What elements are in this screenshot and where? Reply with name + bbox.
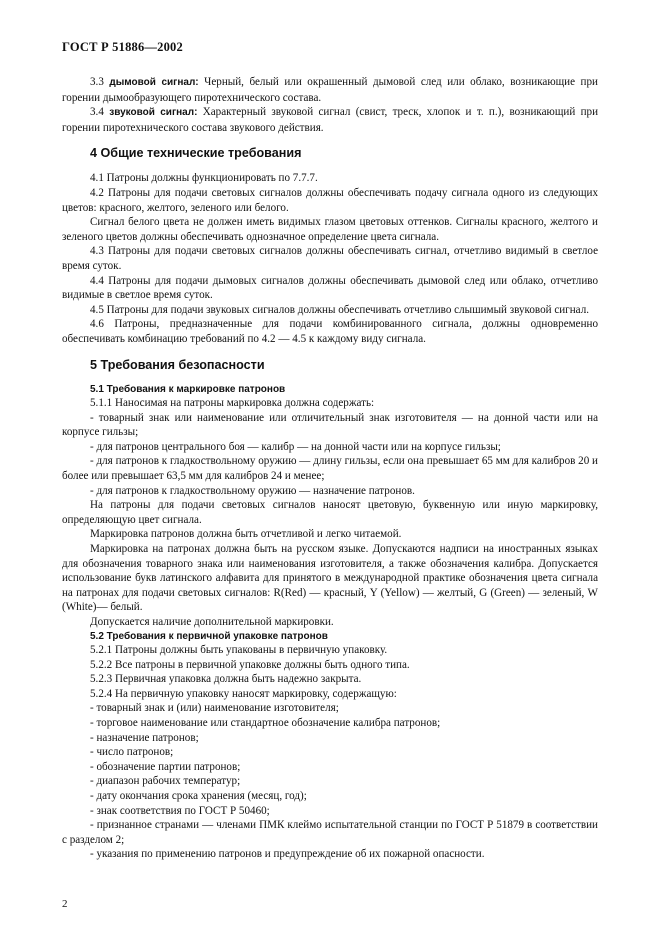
page-number: 2 xyxy=(62,898,68,910)
document-header: ГОСТ Р 51886—2002 xyxy=(62,40,183,54)
list-item: - дату окончания срока хранения (месяц, год); xyxy=(90,789,307,802)
subsection-5-1-title: 5.1 Требования к маркировке патронов xyxy=(90,383,286,395)
list-item: - назначение патронов; xyxy=(90,731,199,744)
list-item: - для патронов центрального боя — калибр — на донной части или на корпусе гильзы; xyxy=(90,440,501,453)
list-item: - для патронов к гладкоствольному оружию — назначение патронов. xyxy=(90,484,415,497)
paragraph: 5.2.3 Первичная упаковка должна быть надежно закрыта. xyxy=(90,673,362,686)
list-item: - для патронов к гладкоствольному оружию — длину гильзы, если она превышает 65 мм для калибров 20 и более или превышает 63,5 мм для калибров 24 и менее; xyxy=(62,455,598,482)
definition-3-4: 3.4 звуковой сигнал: Характерный звуковой сигнал (свист, треск, хлопок и т. п.), возникающий при горении пиротехнического состава звукового действия. xyxy=(62,106,599,134)
paragraph: Сигнал белого цвета не должен иметь видимых глазом цветовых оттенков. Сигналы красного, желтого и зеленого цветов должны обеспечивать однозначное определение цвета сигнала. xyxy=(62,216,598,243)
paragraph: 4.4 Патроны для подачи дымовых сигналов должны обеспечивать дымовой след или облако, отчетливо видимые в светлое время суток. xyxy=(62,274,598,302)
paragraph: Маркировка патронов должна быть отчетливой и легко читаемой. xyxy=(90,528,402,541)
section-5-title: 5 Требования безопасности xyxy=(90,357,265,372)
paragraph: 5.1.1 Наносимая на патроны маркировка должна содержать: xyxy=(90,397,375,409)
list-item: - признанное странами — членами ПМК клеймо испытательной станции по ГОСТ Р 51879 в соответствии с разделом 2; xyxy=(62,819,598,846)
term-smoke-signal: дымовой сигнал: xyxy=(109,77,199,88)
subsection-5-2-title: 5.2 Требования к первичной упаковке патронов xyxy=(90,630,328,642)
list-item: - диапазон рабочих температур; xyxy=(90,775,241,788)
paragraph: 5.2.2 Все патроны в первичной упаковке должны быть одного типа. xyxy=(90,658,410,671)
paragraph: 4.2 Патроны для подачи световых сигналов должны обеспечивать подачу сигнала одного из следующих цветов: красного, желтого, зеленого или белого. xyxy=(62,186,598,214)
definition-3-3: 3.3 дымовой сигнал: Черный, белый или окрашенный дымовой след или облако, возникающие при горении дымообразующего пиротехнического состава. xyxy=(62,76,598,104)
list-item: - товарный знак и (или) наименование изготовителя; xyxy=(90,702,339,715)
paragraph: Маркировка на патронах должна быть на русском языке. Допускаются надписи на иностранных языках для обозначения товарного знака или наименования изготовителя, а также обозначения калибра. Допускается использование букв латинского алфавита для принятого в международной практике обозначения цвета сигнала на патронах для подачи световых сигналов: R(Red) — красный, Y (Yellow) — желтый, G (Green) — зеленый, W (White)— белый. xyxy=(62,542,598,614)
list-item: - указания по применению патронов и предупреждение об их пожарной опасности. xyxy=(90,848,485,861)
paragraph: 5.2.1 Патроны должны быть упакованы в первичную упаковку. xyxy=(90,644,388,656)
list-item: - знак соответствия по ГОСТ Р 50460; xyxy=(90,804,270,817)
paragraph: На патроны для подачи световых сигналов наносят цветовую, буквенную или иную маркировку, определяющую цвет сигнала. xyxy=(62,499,598,526)
paragraph: 4.6 Патроны, предназначенные для подачи комбинированного сигнала, должны одновременно обеспечивать комбинацию требований по 4.2 — 4.5 к каждому виду сигнала. xyxy=(62,318,598,345)
list-item: - торговое наименование или стандартное обозначение калибра патронов; xyxy=(90,716,441,729)
section-4-title: 4 Общие технические требования xyxy=(90,146,302,161)
list-item: - число патронов; xyxy=(90,746,174,759)
term-sound-signal: звуковой сигнал: xyxy=(109,107,198,119)
document-page xyxy=(62,40,598,862)
paragraph: 4.1 Патроны должны функционировать по 7.7.7. xyxy=(90,172,318,185)
paragraph: 4.3 Патроны для подачи световых сигналов должны обеспечивать сигнал, отчетливо видимый в светлое время суток. xyxy=(62,245,598,272)
list-item: - обозначение партии патронов; xyxy=(90,760,241,773)
list-item: - товарный знак или наименование или отличительный знак изготовителя — на донной части или на корпусе гильзы; xyxy=(62,411,598,439)
paragraph: 5.2.4 На первичную упаковку наносят маркировку, содержащую: xyxy=(90,687,397,700)
paragraph: Допускается наличие дополнительной маркировки. xyxy=(90,615,334,628)
paragraph: 4.5 Патроны для подачи звуковых сигналов должны обеспечивать отчетливо слышимый звуковой сигнал. xyxy=(90,303,590,316)
